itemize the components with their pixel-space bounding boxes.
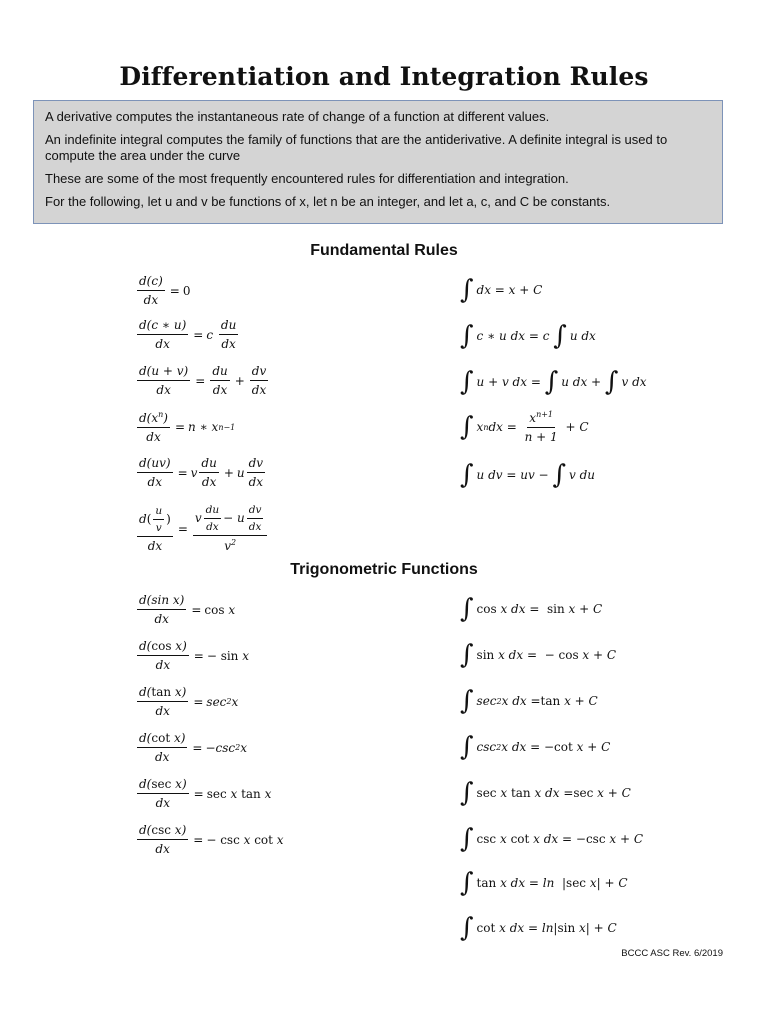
formula-integral-sum: ∫ u + v dx = ∫ u dx + ∫ v dx	[460, 367, 647, 397]
formula-integral-sec-squared: ∫ sec 2 x dx = tan x + C	[460, 686, 598, 716]
formula-derivative-sec: $\frac{\text{d(sec x)}}{dx}$ = sec x tan x	[139, 777, 272, 810]
intro-paragraph: For the following, let u and v be functions of x, let n be an integer, and let a, c, and C be constants.	[45, 194, 611, 209]
formula-integral-cos: ∫ cos x dx = sin x + C	[460, 594, 603, 624]
formula-integral-tan: ∫ tan x dx = ln | sec x| + C	[460, 868, 628, 898]
formula-derivative-product: $\frac{d(uv)}{dx}$ = v $\frac{du}{dx}$ + u $\frac{dv}{dx}$	[139, 456, 264, 489]
formula-integral-cot: ∫ cot x dx = ln| sin x| + C	[460, 913, 617, 943]
intro-paragraph: These are some of the most frequently encountered rules for differentiation and integration.	[45, 171, 569, 186]
intro-paragraph: A derivative computes the instantaneous rate of change of a function at different values.	[45, 109, 550, 124]
formula-derivative-cot: $\frac{\text{d(cot x)}}{dx}$ = −csc 2 x	[139, 731, 248, 764]
formula-derivative-csc: $\frac{\text{d(csc x)}}{dx}$ = − csc x cot x	[139, 823, 284, 856]
revision-footer: BCCC ASC Rev. 6/2019	[621, 948, 723, 959]
page-title: Differentiation and Integration Rules	[119, 62, 649, 91]
formula-integral-sin: ∫ sin x dx = − cos x + C	[460, 640, 617, 670]
formula-derivative-power: $\frac{d(x^n)}{dx}$ = n ∗ x n−1	[139, 410, 236, 444]
formula-integral-sec-tan: ∫ sec x tan x dx = sec x + C	[460, 778, 631, 808]
section-heading-trig: Trigonometric Functions	[290, 561, 478, 578]
section-heading-fundamental: Fundamental Rules	[310, 242, 458, 259]
formula-derivative-quotient: d( $\frac{u}{v}$ ) dx = v $\frac{du}{dx}$ − u $\frac{dv}{dx}$ $v^2$	[135, 504, 269, 553]
formula-integral-power: ∫ x n dx = $\frac{x^{n+1}}{n + 1}$ + C	[460, 410, 589, 444]
formula-derivative-tan: $\frac{\text{d(tan x)}}{dx}$ = sec 2 x	[139, 685, 239, 718]
formula-integral-constant-multiple: ∫ c ∗ u dx = c ∫ u dx	[460, 321, 596, 351]
formula-derivative-constant: $\frac{d(c)}{dx}$ = 0	[139, 274, 191, 307]
intro-paragraph: An indefinite integral computes the family of functions that are the antiderivative. A definite integral is used to compute the area under the curve	[45, 132, 668, 163]
formula-derivative-constant-multiple: $\frac{d(c ∗ u)}{dx}$ = c $\frac{du}{dx}$	[139, 318, 237, 351]
formula-derivative-sin: $\frac{\text{d(sin x)}}{dx}$ = cos x	[139, 593, 236, 626]
formula-derivative-sum: $\frac{d(u + v)}{dx}$ = $\frac{du}{dx}$ + $\frac{dv}{dx}$	[139, 364, 267, 397]
formula-integration-by-parts: ∫ u dv = uv − ∫ v du	[460, 460, 595, 490]
formula-integral-csc-squared: ∫ csc 2 x dx = − cot x + C	[460, 732, 611, 762]
formula-integral-csc-cot: ∫ csc x cot x dx = − csc x + C	[460, 824, 643, 854]
intro-box	[33, 100, 723, 224]
formula-integral-dx: ∫ dx = x + C	[460, 275, 543, 305]
formula-derivative-cos: $\frac{\text{d(cos x)}}{dx}$ = − sin x	[139, 639, 250, 672]
